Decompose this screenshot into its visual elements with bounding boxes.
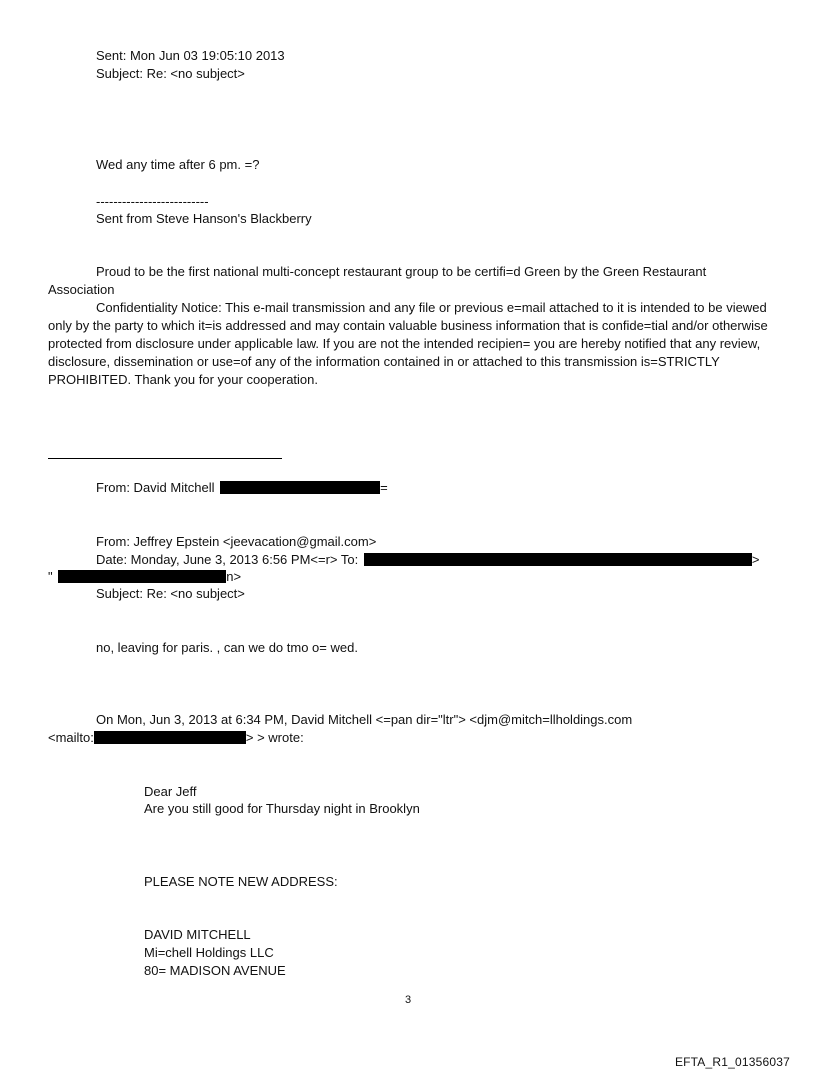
section-divider	[48, 458, 282, 459]
forward-from-line	[96, 479, 388, 497]
question: Are you still good for Thursday night in Brooklyn	[144, 801, 420, 816]
mailto-label: <mailto:	[48, 730, 94, 745]
signature: Sent from Steve Hanson's Blackberry	[96, 211, 312, 226]
forward-body: no, leaving for paris. , can we do tmo o= wed.	[96, 640, 358, 655]
sender-company: Mi=chell Holdings LLC	[144, 945, 274, 960]
cont-tail: n>	[226, 569, 242, 584]
signature-rule: --------------------------	[96, 194, 209, 209]
from-jeffrey-line: From: Jeffrey Epstein <jeevacation@gmail.com>	[96, 534, 377, 549]
date-line	[96, 551, 759, 569]
date-label: Date: Monday, June 3, 2013 6:56 PM<=r> To:	[96, 552, 359, 567]
from-label: From: David Mitchell	[96, 480, 215, 495]
forward-subject-line: Subject: Re: <no subject>	[96, 586, 245, 601]
redaction-box	[364, 553, 752, 566]
redaction-box	[94, 731, 246, 744]
mailto-line	[48, 729, 304, 747]
quote-mark: "	[48, 569, 53, 584]
document-id: EFTA_R1_01356037	[674, 1055, 790, 1069]
redaction-box	[220, 481, 380, 494]
quoted-intro: On Mon, Jun 3, 2013 at 6:34 PM, David Mitchell <=pan dir="ltr"> <djm@mitch=llholdings.com	[96, 712, 633, 727]
sender-address: 80= MADISON AVENUE	[144, 963, 286, 978]
to-tail: >	[751, 552, 760, 567]
recipient-continuation	[48, 568, 241, 586]
subject-line: Subject: Re: <no subject>	[96, 66, 245, 81]
reply-body: Wed any time after 6 pm. =?	[96, 157, 260, 172]
wrote-label: > > wrote:	[245, 730, 304, 745]
address-note: PLEASE NOTE NEW ADDRESS:	[144, 874, 338, 889]
page-number: 3	[404, 994, 412, 1006]
from-tail: =	[380, 480, 388, 495]
green-statement: Proud to be the first national multi-concept restaurant group to be certifi=d Green by the Green Restaurant Association	[48, 264, 707, 297]
greeting: Dear Jeff	[144, 784, 197, 799]
confidentiality-notice: Confidentiality Notice: This e-mail transmission and any file or previous e=mail attached to it is intended to be viewed only by the party to which it=is addressed and may contain valuable business information that is confide=tial and/or otherwise protected from disclosure under applicable law. If you are not the intended recipien= you are hereby notified that any review, disclosure, dissemination or use=of any of the information contained in or attached to this transmission is=STRICTLY PROHIBITED. Thank you for your cooperation.	[48, 300, 768, 387]
sent-line: Sent: Mon Jun 03 19:05:10 2013	[96, 48, 285, 63]
redaction-box	[58, 570, 226, 583]
sender-name: DAVID MITCHELL	[144, 927, 251, 942]
